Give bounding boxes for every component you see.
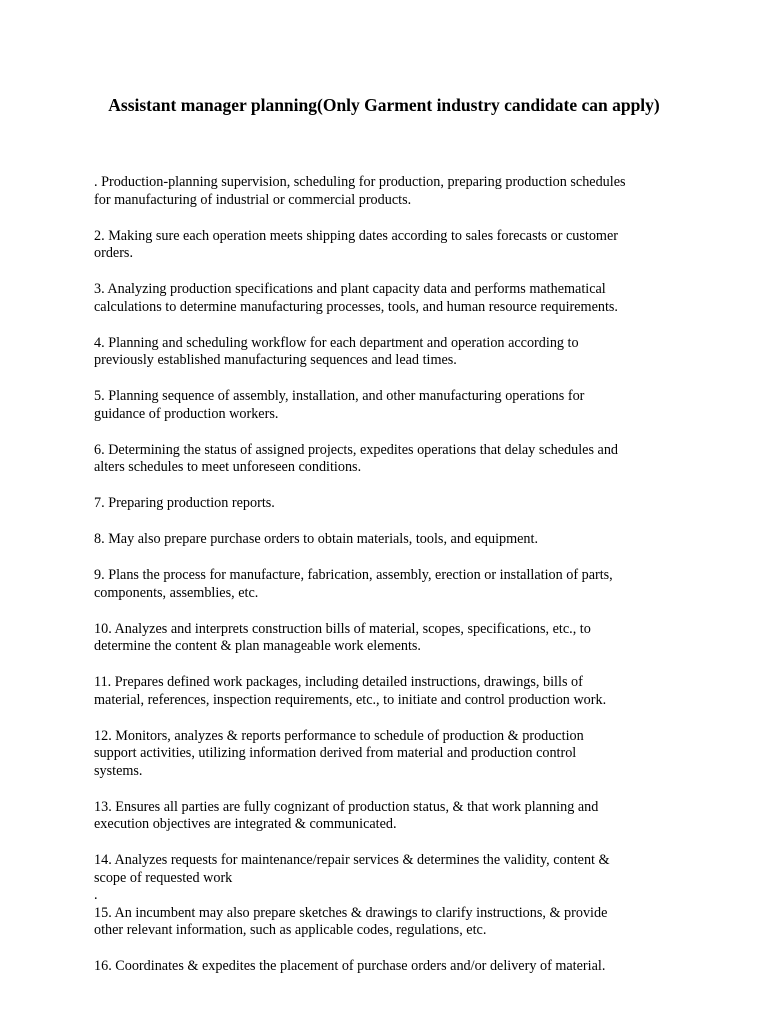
paragraph-9: 9. Plans the process for manufacture, fabrication, assembly, erection or installation of parts, components, assemblies, etc. [94,567,613,601]
stray-period: . [94,887,98,903]
paragraph-7: 7. Preparing production reports. [94,495,275,511]
paragraph-intro: . Production-planning supervision, scheduling for production, preparing production schedules for manufacturing of industrial or commercial products. [94,174,626,208]
paragraph-13: 13. Ensures all parties are fully cognizant of production status, & that work planning and execution objectives are integrated & communicated. [94,798,599,832]
paragraph-10: 10. Analyzes and interprets construction bills of material, scopes, specifications, etc., to determine the content & plan manageable work elements. [94,620,591,654]
document-body [94,174,684,994]
paragraph-14: 14. Analyzes requests for maintenance/repair services & determines the validity, content & scope of requested work [94,852,610,886]
paragraph-11: 11. Prepares defined work packages, including detailed instructions, drawings, bills of material, references, inspection requirements, etc., to initiate and control production work. [94,674,607,708]
document-title: Assistant manager planning(Only Garment industry candidate can apply) [108,95,660,115]
paragraph-8: 8. May also prepare purchase orders to obtain materials, tools, and equipment. [94,531,539,547]
paragraph-16: 16. Coordinates & expedites the placement of purchase orders and/or delivery of material. [94,958,606,974]
paragraph-15: 15. An incumbent may also prepare sketches & drawings to clarify instructions, & provide other relevant information, such as applicable codes, regulations, etc. [94,904,608,938]
paragraph-2: 2. Making sure each operation meets shipping dates according to sales forecasts or customer orders. [94,227,618,261]
paragraph-3: 3. Analyzing production specifications and plant capacity data and performs mathematical calculations to determine manufacturing processes, tools, and human resource requirements. [94,281,618,315]
paragraph-5: 5. Planning sequence of assembly, installation, and other manufacturing operations for guidance of production workers. [94,388,585,422]
paragraph-12: 12. Monitors, analyzes & reports performance to schedule of production & production support activities, utilizing information derived from material and production control systems. [94,727,584,779]
paragraph-6: 6. Determining the status of assigned projects, expedites operations that delay schedules and alters schedules to meet unforeseen conditions. [94,441,619,475]
paragraph-4: 4. Planning and scheduling workflow for each department and operation according to previously established manufacturing sequences and lead times. [94,334,579,368]
